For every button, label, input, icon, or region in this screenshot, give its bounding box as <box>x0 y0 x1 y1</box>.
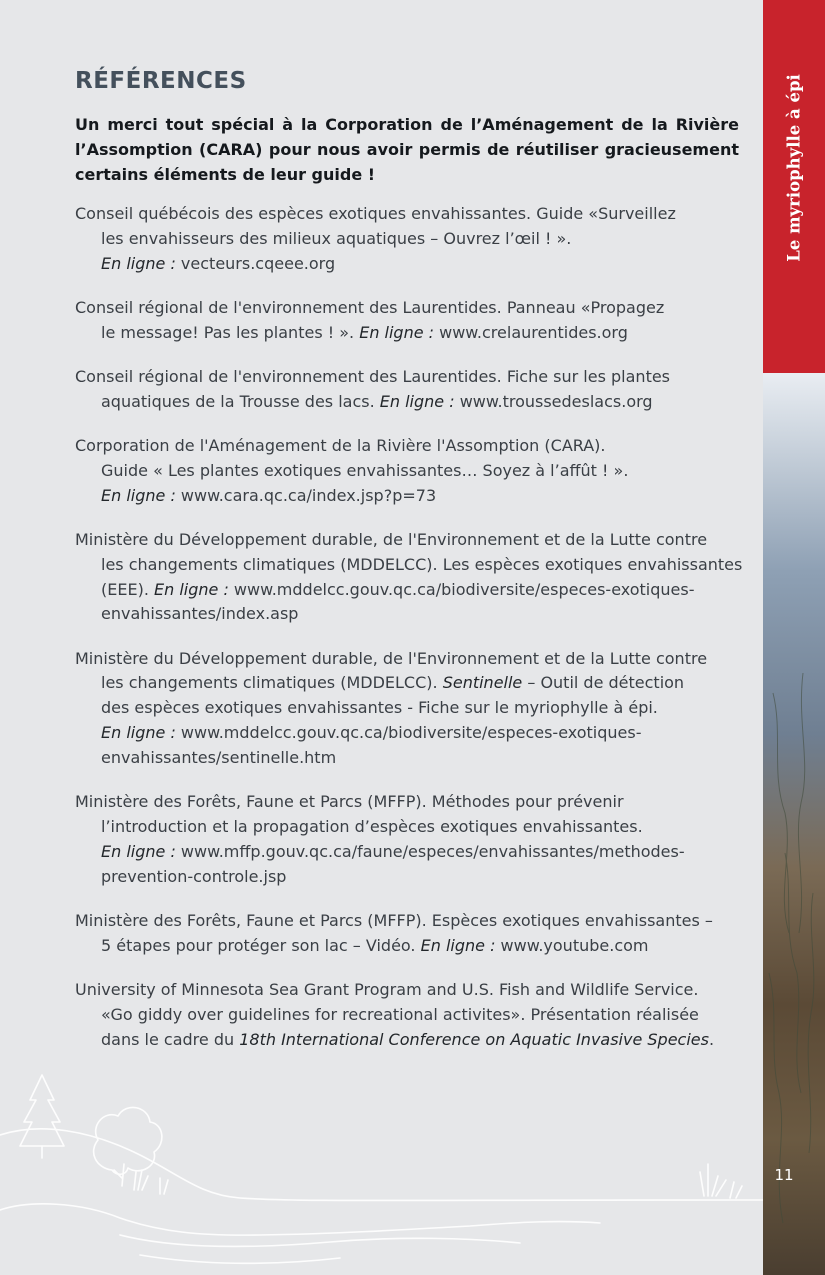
reference-url[interactable]: www.cara.qc.ca/index.jsp?p=73 <box>175 485 437 505</box>
acknowledgement-paragraph: Un merci tout spécial à la Corporation de l’Aménagement de la Rivière l’Assomption (CARA) pour nous avoir permis de réutiliser gracieusement certains éléments de leur guide ! <box>75 115 739 184</box>
reference-url[interactable]: www.mffp.gouv.qc.ca/faune/especes/envahissantes/methodes- <box>175 841 685 861</box>
reference-url[interactable]: envahissantes/index.asp <box>101 604 299 624</box>
page-title: RÉFÉRENCES <box>75 68 247 94</box>
reference-item: Ministère du Développement durable, de l'Environnement et de la Lutte contre les changements climatiques (MDDELCC). Les espèces exotiques envahissantes (EEE). En ligne : www.mddelcc.gouv.qc.ca/biodiversite/especes-exotiques- envahissantes/index.asp <box>75 528 745 627</box>
reference-item: Conseil régional de l'environnement des Laurentides. Panneau «Propagez le message! Pas les plantes ! ». En ligne : www.crelaurentides.org <box>75 297 665 342</box>
reference-url[interactable]: envahissantes/sentinelle.htm <box>101 747 337 767</box>
side-band-photo <box>763 373 825 1275</box>
reference-url[interactable]: www.youtube.com <box>495 935 649 955</box>
reference-item: Corporation de l'Aménagement de la Rivière l'Assomption (CARA). Guide « Les plantes exotiques envahissantes… Soyez à l’affût ! ». En ligne : www.cara.qc.ca/index.jsp?p=73 <box>75 436 629 505</box>
reference-item: Ministère du Développement durable, de l'Environnement et de la Lutte contre les changements climatiques (MDDELCC). Sentinelle – Outil de détection des espèces exotiques envahissantes - Fiche sur le myriophylle à épi. En ligne : www.mddelcc.gouv.qc.ca/biodiversite/especes-exotiques- envahissantes/sentinelle.htm <box>75 647 745 771</box>
landscape-illustration <box>0 1060 763 1275</box>
reference-item: Ministère des Forêts, Faune et Parcs (MFFP). Méthodes pour prévenir l’introduction et la propagation d’espèces exotiques envahissantes. En ligne : www.mffp.gouv.qc.ca/faune/especes/envahissantes/methodes- prevention-controle.jsp <box>75 790 745 889</box>
side-band <box>763 0 825 1275</box>
reference-url[interactable]: www.troussedeslacs.org <box>454 391 653 411</box>
side-band-label: Le myriophylle à épi <box>784 74 804 262</box>
reference-url[interactable]: www.mddelcc.gouv.qc.ca/biodiversite/especes-exotiques- <box>175 723 642 743</box>
reference-item: Conseil régional de l'environnement des Laurentides. Fiche sur les plantes aquatiques de la Trousse des lacs. En ligne : www.troussedeslacs.org <box>75 366 671 411</box>
page-number: 11 <box>774 1166 794 1184</box>
reference-item: University of Minnesota Sea Grant Program and U.S. Fish and Wildlife Service. «Go giddy over guidelines for recreational activites». Présentation réalisée dans le cadre du 18th International Conference on Aquatic Invasive Species. <box>75 979 715 1049</box>
reference-url[interactable]: www.crelaurentides.org <box>434 322 628 342</box>
reference-url[interactable]: vecteurs.cqeee.org <box>175 253 336 273</box>
reference-url[interactable]: prevention-controle.jsp <box>101 866 287 886</box>
reference-url[interactable]: www.mddelcc.gouv.qc.ca/biodiversite/especes-exotiques- <box>228 579 695 599</box>
reference-item: Conseil québécois des espèces exotiques envahissantes. Guide «Surveillez les envahisseurs des milieux aquatiques – Ouvrez l’œil ! ». En ligne : vecteurs.cqeee.org <box>75 204 676 273</box>
references-content <box>75 68 745 1072</box>
reference-item: Ministère des Forêts, Faune et Parcs (MFFP). Espèces exotiques envahissantes – 5 étapes pour protéger son lac – Vidéo. En ligne : www.youtube.com <box>75 910 713 955</box>
